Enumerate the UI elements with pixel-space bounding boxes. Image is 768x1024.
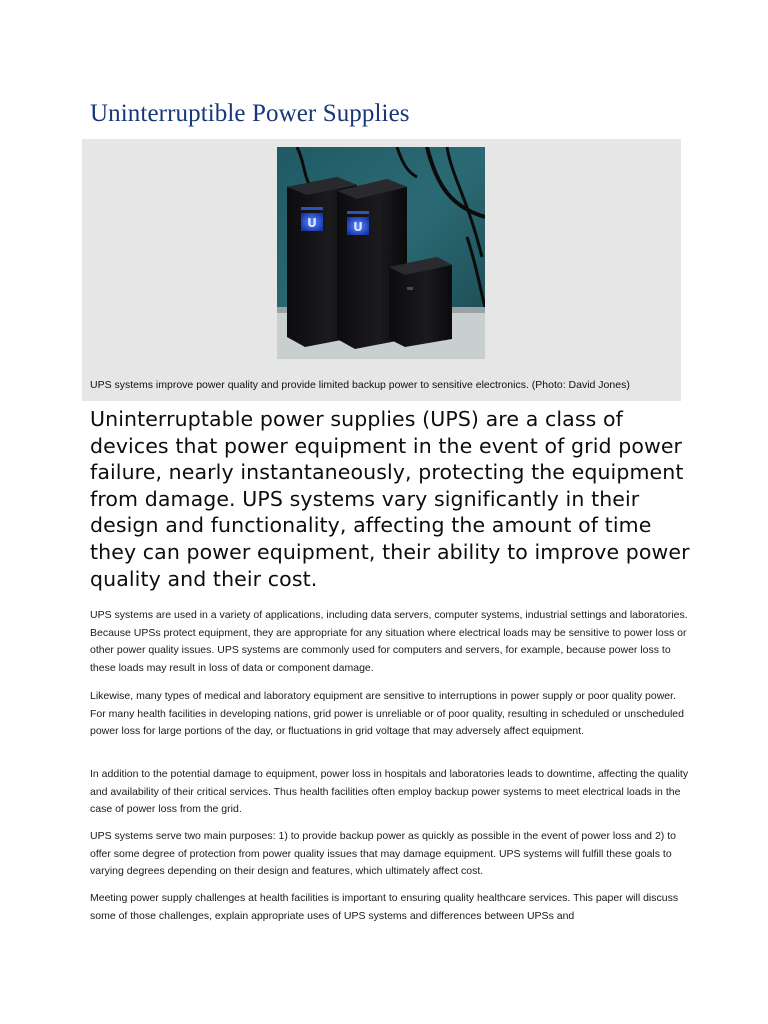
lead-paragraph: Uninterruptable power supplies (UPS) are a class of devices that power equipment in the event of grid power failure, nearly instantaneously, protecting the equipment from damage. UPS systems vary significantly in their design and functionality, affecting the amount of time they can power equipment, their ability to improve power quality and their cost. <box>90 407 690 591</box>
svg-text:U: U <box>353 220 363 234</box>
figure <box>82 139 681 401</box>
svg-text:U: U <box>307 216 317 230</box>
body-paragraph: Meeting power supply challenges at health facilities is important to ensuring quality healthcare services. This paper will discuss some of those challenges, explain appropriate uses of UPS systems and differences between UPSs and <box>90 892 679 922</box>
figure-caption: UPS systems improve power quality and provide limited backup power to sensitive electronics. (Photo: David Jones) <box>90 379 630 391</box>
ups-systems-photo <box>277 147 485 359</box>
page-title: Uninterruptible Power Supplies <box>90 100 410 127</box>
body-paragraph: UPS systems are used in a variety of applications, including data servers, computer systems, industrial settings and laboratories. Because UPSs protect equipment, they are appropriate for any situation where electrical loads may be sensitive to power loss or other power quality issues. UPS systems are commonly used for computers and servers, for example, because power loss to these loads may result in loss of data or component damage. <box>90 609 688 674</box>
body-paragraph: UPS systems serve two main purposes: 1) to provide backup power as quickly as possible in the event of power loss and 2) to offer some degree of protection from power quality issues that may damage equipment. UPS systems will fulfill these goals to varying degrees depending on their design and features, which ultimately affect cost. <box>90 830 676 878</box>
body-paragraph: In addition to the potential damage to equipment, power loss in hospitals and laboratories leads to downtime, affecting the quality and availability of their critical services. Thus health facilities often employ backup power systems to meet electrical loads in the case of power loss from the grid. <box>90 768 689 816</box>
body-paragraph: Likewise, many types of medical and laboratory equipment are sensitive to interruptions in power supply or poor quality power. For many health facilities in developing nations, grid power is unreliable or of poor quality, resulting in scheduled or unscheduled power loss for large portions of the day, or fluctuations in grid voltage that may adversely affect equipment. <box>90 690 684 738</box>
